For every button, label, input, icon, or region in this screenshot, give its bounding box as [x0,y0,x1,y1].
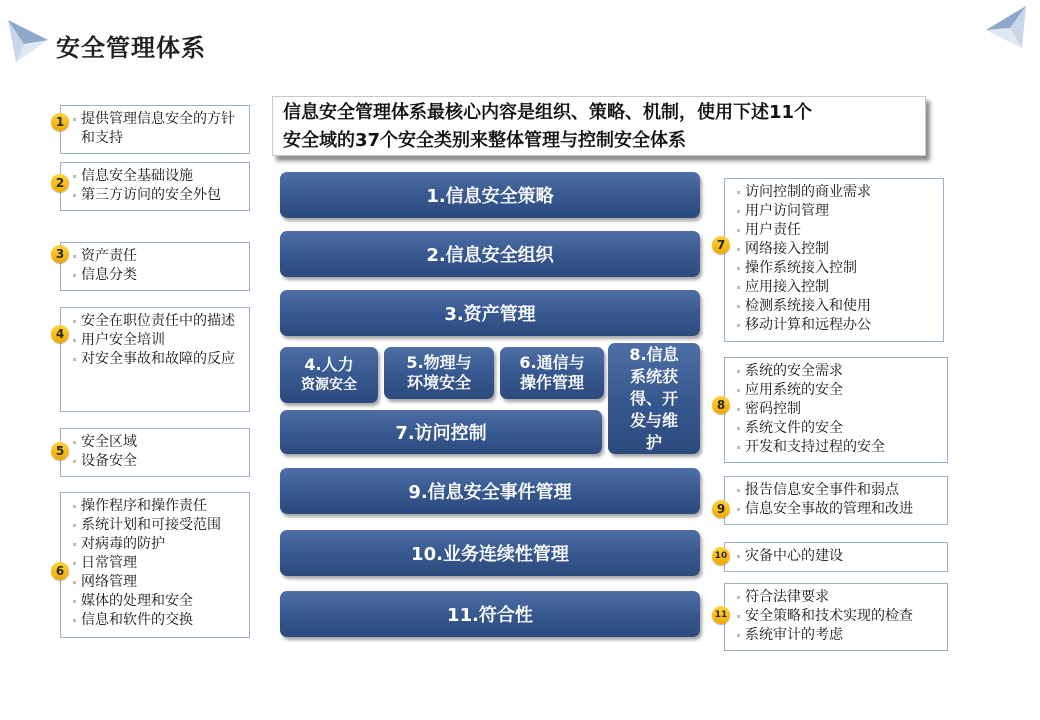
badge-4: 4 [51,325,69,343]
badge-6: 6 [51,562,69,580]
domain-5-bar [384,347,494,399]
category-item: 密码控制 [745,400,941,419]
badge-8: 8 [712,396,730,414]
domain-8-line-3: 得、开 [629,388,678,408]
category-item: 系统的安全需求 [745,362,941,381]
category-box-5 [60,428,250,477]
category-item: 信息安全事故的管理和改进 [745,500,941,519]
category-item: 移动计算和远程办公 [745,316,937,335]
category-item: 网络接入控制 [745,240,937,259]
category-item: 符合法律要求 [745,588,941,607]
category-item: 设备安全 [81,452,243,471]
badge-9: 9 [712,500,730,518]
category-item: 网络管理 [81,573,243,592]
category-box-4 [60,307,250,412]
category-box-7 [724,178,944,342]
category-item: 开发和支持过程的安全 [745,438,941,457]
headline-line-2: 安全域的37个安全类别来整体管理与控制安全体系 [283,130,687,151]
category-item: 对病毒的防护 [81,535,243,554]
category-item: 资产责任 [81,247,243,266]
domain-10-bar: 10.业务连续性管理 [280,530,700,576]
domain-9-bar: 9.信息安全事件管理 [280,468,700,514]
category-item: 信息和软件的交换 [81,611,243,630]
domain-8-line-1: 8.信息 [629,344,679,364]
category-item: 操作系统接入控制 [745,259,937,278]
domain-6-line-1: 6.通信与 [519,353,585,372]
domain-8-line-5: 护 [645,432,662,452]
domain-4-line-2: 资源安全 [301,377,357,393]
category-box-8 [724,357,948,463]
category-box-3 [60,242,250,291]
badge-10: 10 [712,547,730,565]
badge-11: 11 [712,606,730,624]
badge-2: 2 [51,174,69,192]
category-item: 媒体的处理和安全 [81,592,243,611]
domain-8-line-2: 系统获 [629,366,678,386]
badge-5: 5 [51,442,69,460]
category-item: 报告信息安全事件和弱点 [745,481,941,500]
domain-8-bar [608,343,700,454]
category-item: 信息分类 [81,266,243,285]
category-box-6 [60,492,250,638]
category-item: 安全区域 [81,433,243,452]
domain-11-bar: 11.符合性 [280,591,700,637]
category-item: 应用接入控制 [745,278,937,297]
category-item: 安全策略和技术实现的检查 [745,607,941,626]
category-item: 灾备中心的建设 [745,547,941,566]
domain-2-bar: 2.信息安全组织 [280,231,700,277]
category-box-1 [60,105,250,154]
domain-6-bar [500,347,604,399]
domain-5-line-2: 环境安全 [406,373,471,392]
category-item: 检测系统接入和使用 [745,297,937,316]
domain-5-line-1: 5.物理与 [406,353,472,372]
page-title: 安全管理体系 [56,34,206,62]
domain-4-line-1: 4.人力 [304,355,354,374]
category-box-2 [60,162,250,211]
badge-3: 3 [51,245,69,263]
domain-7-bar: 7.访问控制 [280,410,602,454]
domain-8-line-4: 发与维 [629,410,678,430]
headline-box [272,96,926,156]
category-item: 安全在职位责任中的描述 [81,312,243,331]
category-box-10 [724,542,948,572]
category-item: 信息安全基础设施 [81,167,243,186]
category-box-11 [724,583,948,651]
logo-decoration-right [982,4,1030,50]
domain-3-bar: 3.资产管理 [280,290,700,336]
category-item: 用户访问管理 [745,202,937,221]
domain-4-bar [280,347,378,403]
category-item: 对安全事故和故障的反应 [81,350,243,369]
badge-1: 1 [51,113,69,131]
category-item: 应用系统的安全 [745,381,941,400]
category-item: 操作程序和操作责任 [81,497,243,516]
category-item: 第三方访问的安全外包 [81,186,243,205]
category-item: 用户责任 [745,221,937,240]
headline-line-1: 信息安全管理体系最核心内容是组织、策略、机制，使用下述11个 [283,102,813,123]
category-item: 系统文件的安全 [745,419,941,438]
logo-decoration-left [6,18,50,64]
domain-6-line-2: 操作管理 [519,373,584,392]
category-item: 系统计划和可接受范围 [81,516,243,535]
domain-1-bar: 1.信息安全策略 [280,172,700,218]
badge-7: 7 [712,236,730,254]
category-item: 系统审计的考虑 [745,626,941,645]
category-item: 提供管理信息安全的方针和支持 [81,110,243,148]
category-item: 日常管理 [81,554,243,573]
category-box-9 [724,476,948,525]
category-item: 用户安全培训 [81,331,243,350]
category-item: 访问控制的商业需求 [745,183,937,202]
